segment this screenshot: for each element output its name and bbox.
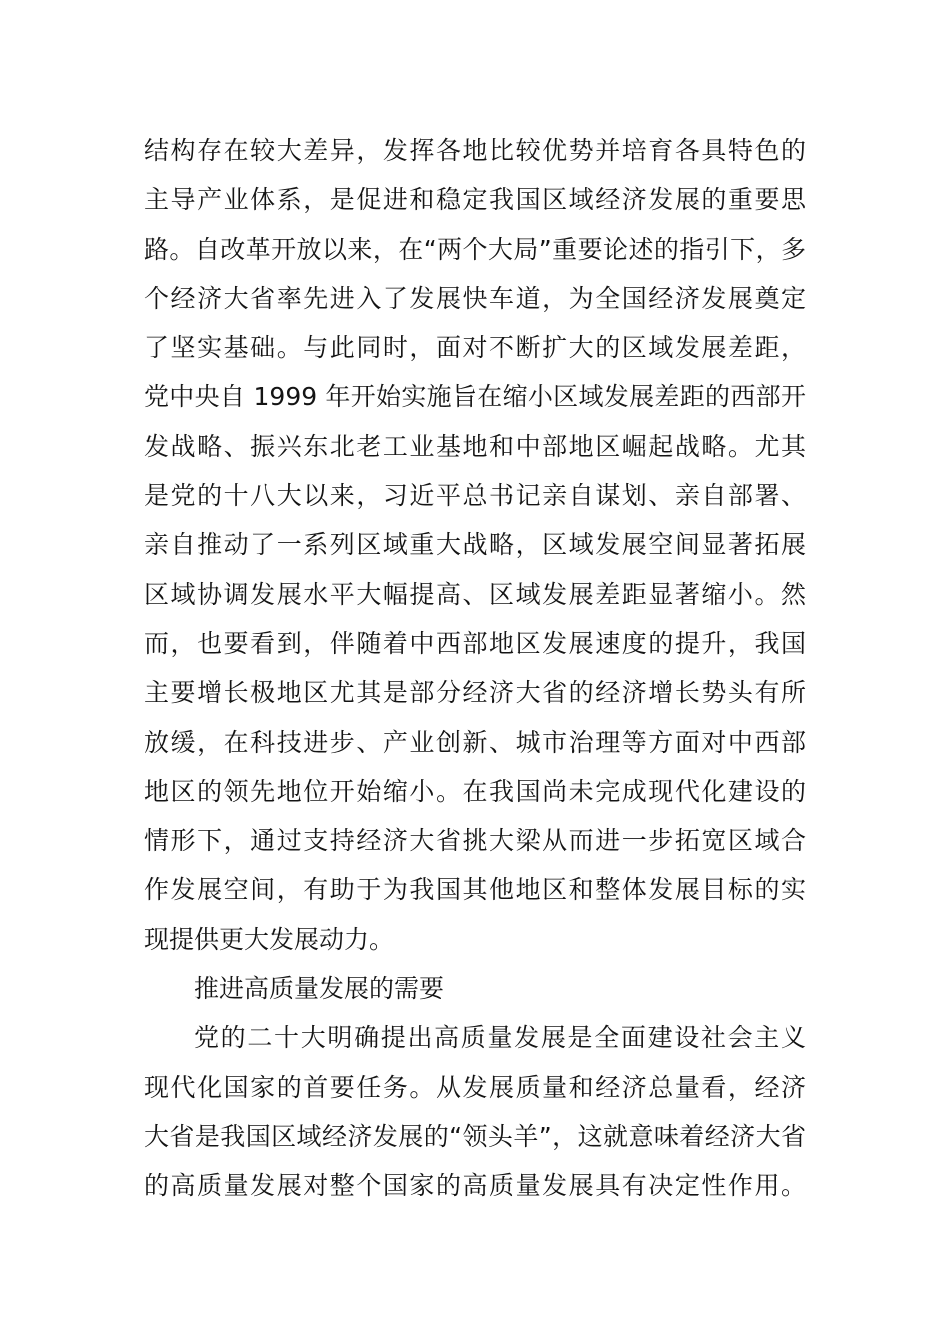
- paragraph-1-line: 个经济大省率先进入了发展快车道，为全国经济发展奠定: [144, 283, 806, 313]
- paragraph-1-line: 主导产业体系，是促进和稳定我国区域经济发展的重要思: [144, 185, 806, 215]
- paragraph-1-last-line: 现提供更大发展动力。: [144, 924, 395, 954]
- paragraph-2-line: 的高质量发展对整个国家的高质量发展具有决定性作用。: [144, 1171, 806, 1201]
- paragraph-2-line: 现代化国家的首要任务。从发展质量和经济总量看，经济: [144, 1072, 806, 1102]
- paragraph-1-line: 党中央自 1999 年开始实施旨在缩小区域发展差距的西部开: [144, 382, 806, 412]
- paragraph-1-line: 结构存在较大差异，发挥各地比较优势并培育各具特色的: [144, 136, 806, 165]
- section-heading: 推进高质量发展的需要: [194, 974, 445, 1004]
- paragraph-1-line: 而，也要看到，伴随着中西部地区发展速度的提升，我国: [144, 628, 806, 658]
- paragraph-2-line: 党的二十大明确提出高质量发展是全面建设社会主义: [194, 1023, 806, 1053]
- paragraph-1-line: 情形下，通过支持经济大省挑大梁从而进一步拓宽区域合: [144, 826, 806, 856]
- paragraph-1-line: 路。自改革开放以来，在“两个大局”重要论述的指引下，多: [144, 234, 806, 264]
- paragraph-1-line: 发战略、振兴东北老工业基地和中部地区崛起战略。尤其: [144, 431, 806, 461]
- paragraph-1-line: 作发展空间，有助于为我国其他地区和整体发展目标的实: [144, 875, 806, 905]
- paragraph-1-line: 亲自推动了一系列区域重大战略，区域发展空间显著拓展: [144, 530, 806, 560]
- document-body: [144, 126, 806, 1211]
- paragraph-2-line: 大省是我国区域经济发展的“领头羊”，这就意味着经济大省: [144, 1121, 806, 1151]
- paragraph-1-line: 放缓，在科技进步、产业创新、城市治理等方面对中西部: [144, 727, 806, 757]
- paragraph-1-line: 区域协调发展水平大幅提高、区域发展差距显著缩小。然: [144, 579, 806, 609]
- paragraph-1-line: 了坚实基础。与此同时，面对不断扩大的区域发展差距，: [144, 333, 806, 363]
- paragraph-1-line: 是党的十八大以来，习近平总书记亲自谋划、亲自部署、: [144, 481, 806, 511]
- paragraph-1-line: 地区的领先地位开始缩小。在我国尚未完成现代化建设的: [144, 776, 806, 806]
- paragraph-1-line: 主要增长极地区尤其是部分经济大省的经济增长势头有所: [144, 678, 806, 708]
